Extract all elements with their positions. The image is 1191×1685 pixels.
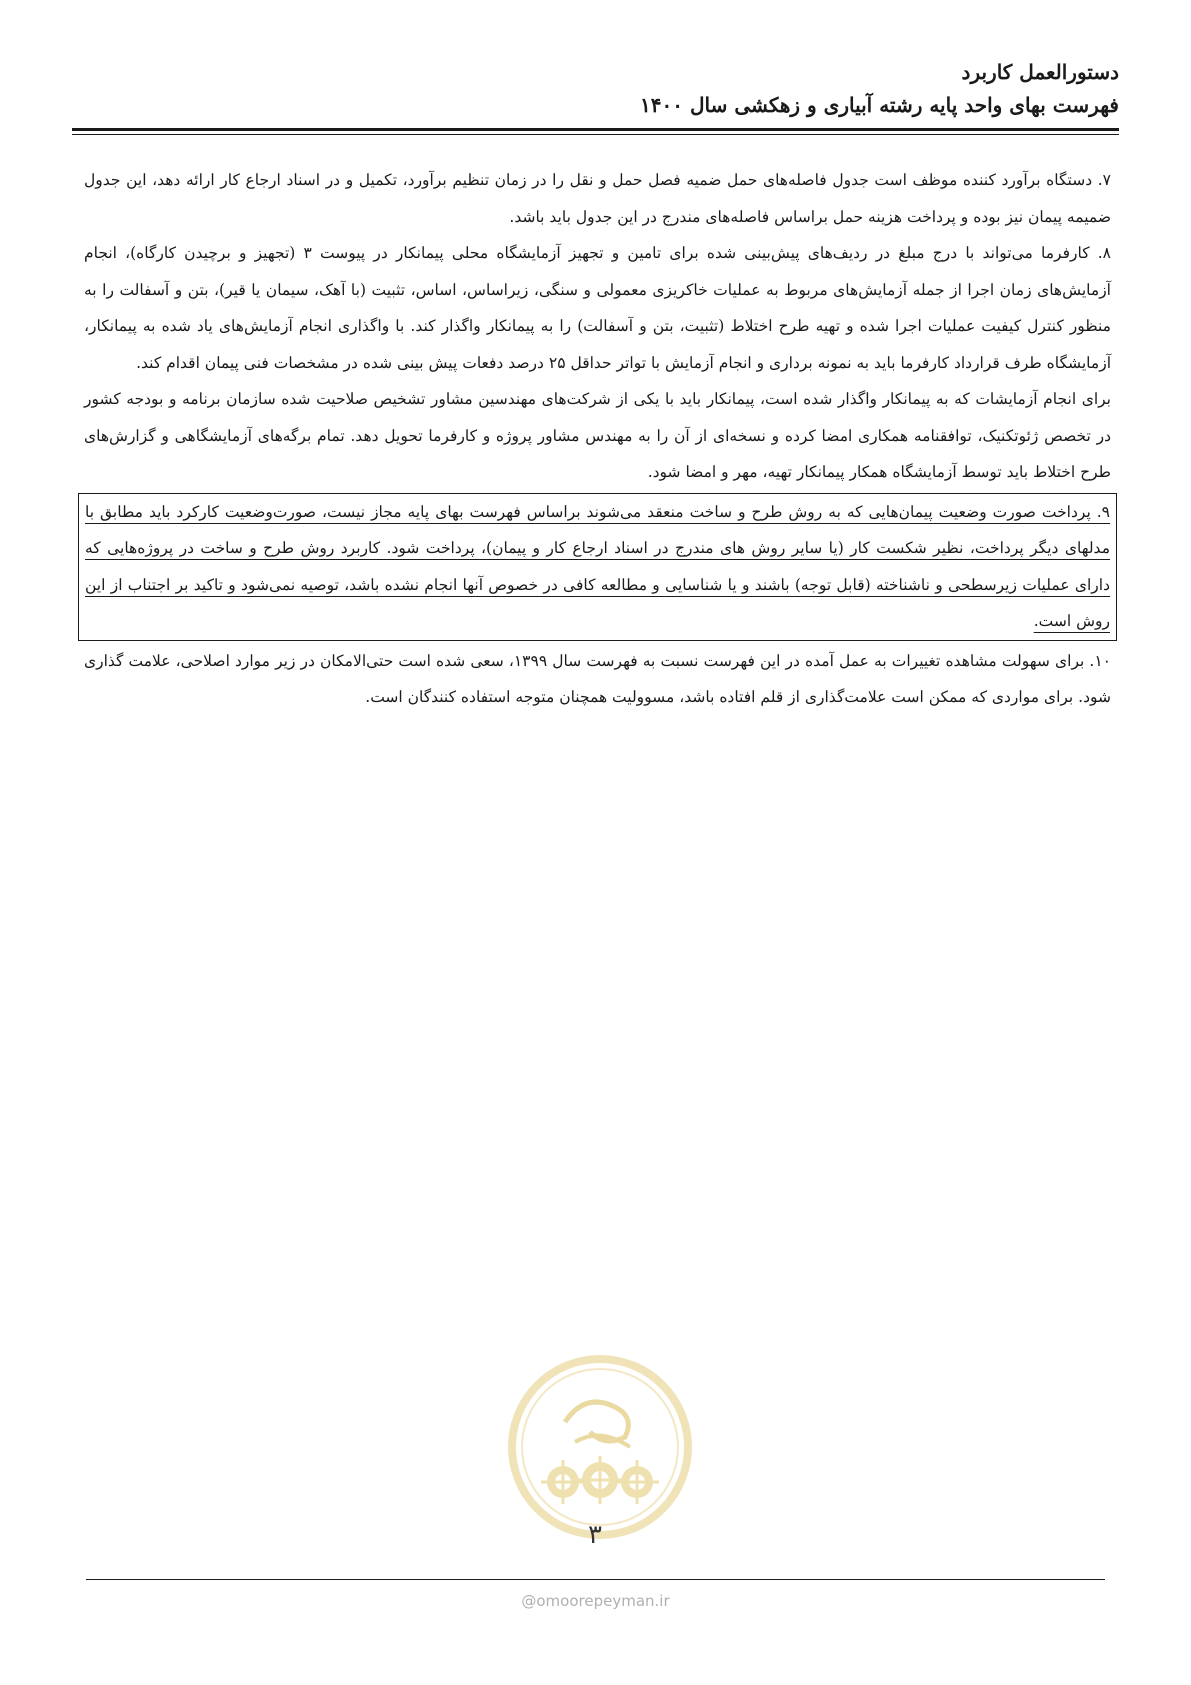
footer-divider <box>86 1579 1105 1580</box>
paragraph-9-box <box>78 493 1117 641</box>
paragraph-9-text: ۹. پرداخت صورت وضعیت پیمان‌هایی که به روش طرح و ساخت منعقد می‌شوند براساس فهرست بهای پایه مجاز نیست، صورت‌وضعیت کارکرد باید مطابق با مدلهای دیگر پرداخت، نظیر شکست کار (یا سایر روش های مندرج در اسناد ارجاع کار و پیمان)، پرداخت شود. کاربرد روش طرح و ساخت در پروژه‌هایی که دارای عملیات زیرسطحی و ناشناخته (قابل توجه) باشند و یا شناسایی و مطالعه کافی در خصوص آنها انجام نشده باشد، توصیه نمی‌شود و تاکید بر اجتناب از این روش است. <box>85 502 1110 630</box>
paragraph-7: ۷. دستگاه برآورد کننده موظف است جدول فاصله‌های حمل ضمیه فصل حمل و نقل را در زمان تنظیم برآورد، تکمیل و در اسناد ارجاع کار ارائه دهد، این جدول ضمیمه پیمان نیز بوده و پرداخت هزینه حمل براساس فاصله‌های مندرج در این جدول باید باشد. <box>84 171 1111 226</box>
header-divider-thin <box>72 134 1119 135</box>
document-title: دستورالعمل کاربرد <box>961 60 1119 84</box>
paragraph-8-continued: برای انجام آزمایشات که به پیمانکار واگذار شده است، پیمانکار باید با یکی از شرکت‌های مهندسین مشاور تشخیص صلاحیت شده سازمان برنامه و بودجه کشور در تخصص ژئوتکنیک، توافقنامه همکاری امضا کرده و نسخه‌ای از آن را به مهندس مشاور پروژه و کارفرما تحویل دهد. تمام برگه‌های آزمایشگاهی و گزارش‌های طرح اختلاط باید توسط آزمایشگاه همکار پیمانکار تهیه، مهر و امضا شود. <box>84 390 1111 481</box>
watermark-url: @omoorepeyman.ir <box>521 1592 670 1610</box>
page-header <box>72 56 1119 122</box>
document-subtitle: فهرست بهای واحد پایه رشته آبیاری و زهکشی سال ۱۴۰۰ <box>640 93 1119 117</box>
header-divider <box>72 128 1119 131</box>
document-body <box>84 162 1111 716</box>
paragraph-8: ۸. کارفرما می‌تواند با درج مبلغ در ردیف‌های پیش‌بینی شده برای تامین و تجهیز آزمایشگاه محلی پیمانکار در پیوست ۳ (تجهیز و برچیدن کارگاه)، انجام آزمایش‌های زمان اجرا از جمله آزمایش‌های مربوط به عملیات خاکریزی معمولی و سنگی، زیراساس، اساس، تثبیت (با آهک، سیمان یا قیر)، بتن و آسفالت را به منظور کنترل کیفیت عملیات اجرا شده و تهیه طرح اختلاط (تثبیت، بتن و آسفالت) را به پیمانکار واگذار کند. با واگذاری انجام آزمایش‌های یاد شده به پیمانکار، آزمایشگاه طرف قرارداد کارفرما باید به نمونه برداری و انجام آزمایش با تواتر حداقل ۲۵ درصد دفعات پیش بینی شده در مشخصات فنی پیمان اقدام کند. <box>84 244 1111 372</box>
watermark-stamp-logo <box>505 1352 695 1542</box>
page-number: ۳ <box>588 1520 602 1550</box>
paragraph-10: ۱۰. برای سهولت مشاهده تغییرات به عمل آمده در این فهرست نسبت به فهرست سال ۱۳۹۹، سعی شده است حتی‌الامکان در زیر موارد اصلاحی، علامت گذاری شود. برای مواردی که ممکن است علامت‌گذاری از قلم افتاده باشد، مسوولیت همچنان متوجه استفاده کنندگان است. <box>84 651 1111 706</box>
paragraph-9 <box>85 494 1110 640</box>
